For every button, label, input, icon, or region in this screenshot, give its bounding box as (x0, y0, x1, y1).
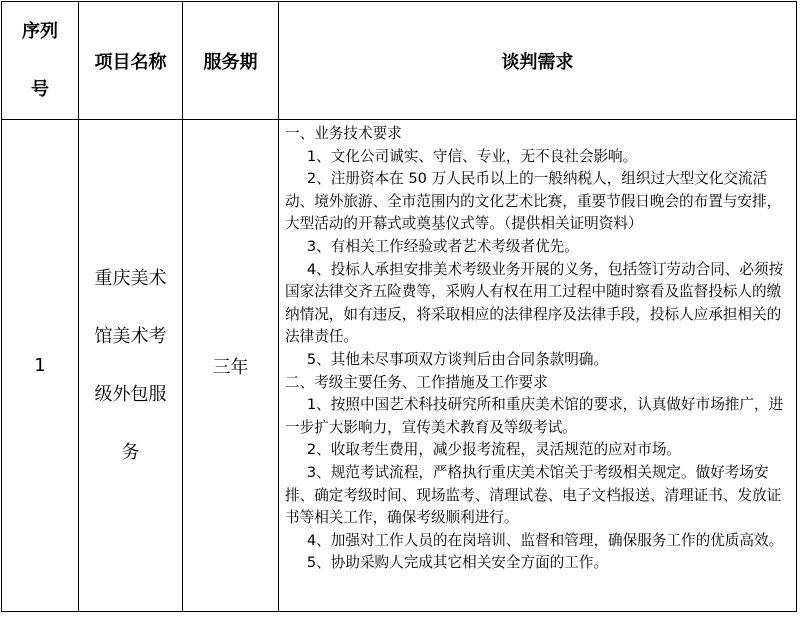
service-table (1, 1, 797, 612)
requirement-line: 3、规范考试流程，严格执行重庆美术馆关于考级相关规定。做好考场安排、确定考级时间、现场监考、清理试卷、电子文档报送、清理证书、发放证书等相关工作，确保考级顺利进行。 (285, 463, 782, 527)
header-seq (2, 2, 79, 120)
requirement-line: 二、考级主要任务、工作措施及工作要求 (285, 373, 548, 391)
row-project-name: 重庆美术馆美术考级外包服务 (79, 120, 183, 612)
row-number: 1 (2, 120, 79, 612)
requirements-list (285, 123, 792, 575)
header-term: 服务期 (183, 2, 279, 120)
requirement-line: 5、协助采购人完成其它相关安全方面的工作。 (306, 554, 609, 572)
requirement-line: 5、其他未尽事项双方谈判后由合同条款明确。 (306, 350, 609, 368)
header-row (2, 2, 797, 120)
requirement-line: 4、投标人承担安排美术考级业务开展的义务，包括签订劳动合同、必须按国家法律交齐五险费等，采购人有权在用工过程中随时察看及监督投标人的缴纳情况，如有违反，将采取相应的法律程序及法律手段，投标人应承担相关的法律责任。 (285, 260, 784, 346)
table-row (2, 120, 797, 612)
requirement-line: 1、按照中国艺术科技研究所和重庆美术馆的要求，认真做好市场推广，进一步扩大影响力，宣传美术教育及等级考试。 (285, 396, 784, 436)
row-requirements (279, 120, 797, 612)
requirement-line: 3、有相关工作经验或者艺术考级者优先。 (306, 237, 579, 255)
header-seq-part1: 序列 (22, 21, 58, 42)
header-project-name: 项目名称 (79, 2, 183, 120)
requirement-line: 2、收取考生费用，减少报考流程，灵活规范的应对市场。 (306, 441, 682, 459)
requirement-line: 2、注册资本在 50 万人民币以上的一般纳税人，组织过大型文化交流活动、境外旅游、全市范围内的文化艺术比赛，重要节假日晚会的布置与安排，大型活动的开幕式或奠基仪式等。（提供相关证明资料） (285, 170, 782, 233)
requirement-line: 4、加强对工作人员的在岗培训、监督和管理，确保服务工作的优质高效。 (306, 531, 784, 549)
requirement-line: 一、业务技术要求 (285, 125, 402, 142)
header-requirements: 谈判需求 (279, 2, 797, 120)
header-seq-part2: 号 (31, 79, 49, 100)
requirement-line: 1、文化公司诚实、守信、专业，无不良社会影响。 (306, 147, 638, 165)
row-term: 三年 (183, 120, 279, 612)
